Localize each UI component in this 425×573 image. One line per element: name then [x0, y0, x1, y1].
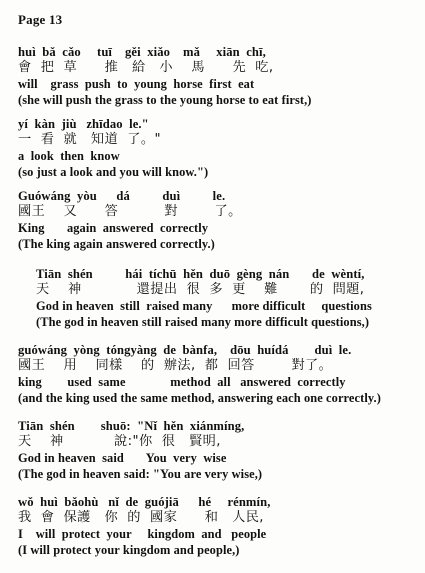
page-number: Page 13 — [18, 12, 63, 27]
chinese-line: 國王 又 答 對 了。 — [18, 204, 242, 219]
translation-line: (The king again answered correctly.) — [18, 237, 215, 251]
translation-line: (and the king used the same method, answering each one correctly.) — [18, 391, 381, 405]
gloss-line: I will protect your kingdom and people — [18, 527, 267, 541]
chinese-line: 我 會 保護 你 的 國家 和 人民, — [18, 510, 264, 525]
pinyin-line: guówáng yòng tóngyàng de bànfa, dōu huídá duì le. — [18, 343, 352, 357]
translation-line: (she will push the grass to the young horse to eat first,) — [18, 93, 312, 107]
chinese-line: 國王 用 同樣 的 辦法, 都 回答 對了。 — [18, 358, 333, 373]
passage-7 — [18, 494, 418, 558]
passage-2 — [18, 116, 418, 180]
passage-5 — [18, 342, 418, 406]
chinese-line: 天 神 說:"你 很 賢明, — [18, 434, 221, 449]
passage-1 — [18, 44, 418, 108]
pinyin-line: yí kàn jiù zhīdao le." — [18, 117, 149, 131]
pinyin-line: huì bǎ cǎo tuī gěi xiǎo mǎ xiān chī, — [18, 45, 266, 59]
chinese-line: 會 把 草 推 給 小 馬 先 吃, — [18, 60, 274, 75]
passage-6 — [18, 418, 418, 482]
passage-4 — [18, 266, 418, 330]
gloss-line: king used same method all answered correctly — [18, 375, 346, 389]
gloss-line: God in heaven still raised many more difficult questions — [36, 299, 372, 313]
gloss-line: a look then know — [18, 149, 120, 163]
chinese-line: 一 看 就 知道 了。" — [18, 132, 161, 147]
pinyin-line: wǒ huì bǎohù nǐ de guójiā hé rénmín, — [18, 495, 271, 509]
pinyin-line: Tiān shén hái tíchū hěn duō gèng nán de wèntí, — [36, 267, 365, 281]
translation-line: (I will protect your kingdom and people,) — [18, 543, 240, 557]
gloss-line: King again answered correctly — [18, 221, 209, 235]
passage-3 — [18, 188, 418, 252]
translation-line: (The god in heaven said: "You are very wise,) — [18, 467, 263, 481]
gloss-line: God in heaven said You very wise — [18, 451, 227, 465]
pinyin-line: Guówáng yòu dá duì le. — [18, 189, 226, 203]
translation-line: (The god in heaven still raised many more difficult questions,) — [36, 315, 370, 329]
pinyin-line: Tiān shén shuō: "Nǐ hěn xiánmíng, — [18, 419, 245, 433]
translation-line: (so just a look and you will know.") — [18, 165, 209, 179]
gloss-line: will grass push to young horse first eat — [18, 77, 255, 91]
chinese-line: 天 神 還提出 很 多 更 難 的 問題, — [36, 282, 365, 297]
